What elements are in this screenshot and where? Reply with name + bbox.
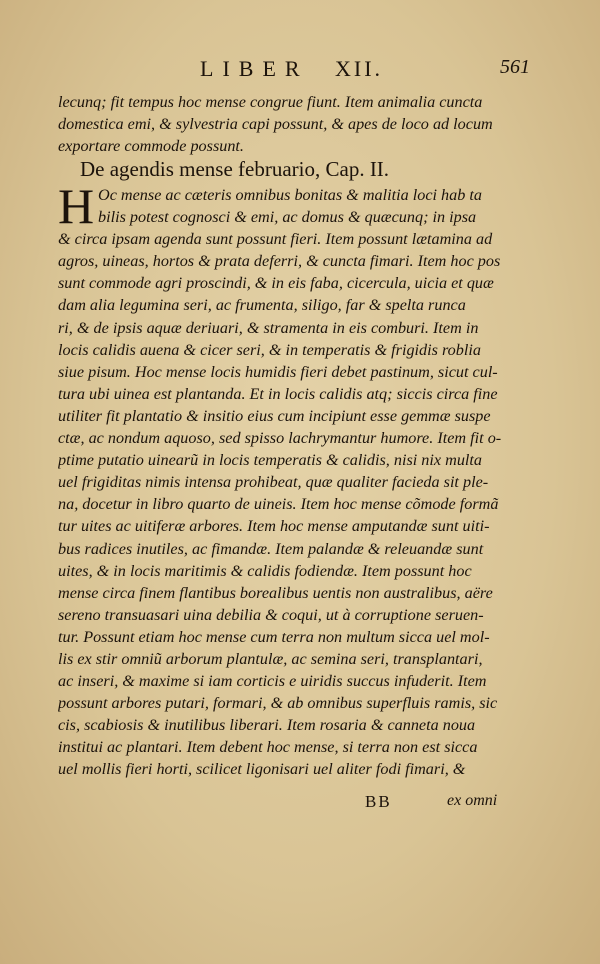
text-line: domestica emi, & sylvestria capi possunt, & apes de loco ad locum xyxy=(58,115,493,134)
text-line: cis, scabiosis & inutilibus liberari. Item rosaria & canneta noua xyxy=(58,716,476,735)
text-line: ctæ, ac nondum aquoso, sed spisso lachrymantur humore. Item fit o- xyxy=(58,429,502,448)
book-number: XII. xyxy=(335,56,384,81)
text-line: sereno transuasari uina debilia & coqui, ut à corruptione seruen- xyxy=(58,605,484,624)
chapter-heading: De agendis mense februario, Cap. II. xyxy=(80,157,390,181)
text-line: sunt commode agri proscindi, & in eis faba, cicercula, uicia et quæ xyxy=(58,274,494,293)
text-line: tur uites ac uitiferæ arbores. Item hoc mense amputandæ sunt uiti- xyxy=(58,517,490,536)
text-line: na, docetur in libro quarto de uineis. Item hoc mense cõmode formã xyxy=(58,495,499,514)
text-line: ac inseri, & maxime si iam corticis e uiridis succus infuderit. Item xyxy=(58,672,487,691)
text-line: utiliter fit plantatio & insitio eius cum incipiunt esse gemmæ suspe xyxy=(58,406,491,425)
running-header xyxy=(0,56,600,84)
text-line: possunt arbores putari, formari, & ab omnibus superfluis ramis, sic xyxy=(58,694,498,713)
text-line: bus radices inutiles, ac fimandæ. Item palandæ & releuandæ sunt xyxy=(58,539,484,558)
text-line: bilis potest cognosci & emi, ac domus & quæcunq; in ipsa xyxy=(98,208,477,227)
running-title: LIBER xyxy=(200,56,309,81)
text-line: lecunq; fit tempus hoc mense congrue fiunt. Item animalia cuncta xyxy=(58,93,483,111)
text-line: siue pisum. Hoc mense locis humidis fieri debet pastinum, sicut cul- xyxy=(58,362,498,381)
signature-mark: BB xyxy=(365,792,392,811)
page-footer xyxy=(0,792,600,818)
text-line: tura ubi uinea est plantanda. Et in locis calidis atq; siccis circa fine xyxy=(58,384,498,403)
catchword: ex omni xyxy=(447,792,498,809)
text-line: uel mollis fieri horti, scilicet ligonisari uel aliter fodi fimari, & xyxy=(58,760,466,779)
text-line: agros, uineas, hortos & prata deferri, & cuncta fimari. Item hoc pos xyxy=(58,252,501,271)
text-line: uel frigiditas nimis intensa prohibeat, quæ qualiter facieda sit ple- xyxy=(58,473,489,492)
text-line: ri, & de ipsis aquæ deriuari, & stramenta in eis comburi. Item in xyxy=(58,318,479,337)
text-line: locis calidis auena & cicer seri, & in temperatis & frigidis roblia xyxy=(58,340,481,359)
text-line: lis ex stir omniũ arborum plantulæ, ac semina seri, transplantari, xyxy=(58,649,483,668)
text-line: mense circa finem flantibus borealibus uentis non australibus, aëre xyxy=(58,583,493,602)
text-line: uites, & in locis maritimis & calidis fodiendæ. Item possunt hoc xyxy=(58,561,472,580)
intro-paragraph xyxy=(58,91,510,157)
drop-cap: H xyxy=(58,178,95,234)
folio-number: 561 xyxy=(500,56,530,78)
text-line: institui ac plantari. Item debent hoc mense, si terra non est sicca xyxy=(58,738,478,757)
text-line: ptime putatio uinearũ in locis temperatis & calidis, nisi nix multa xyxy=(58,451,482,470)
text-line: & circa ipsam agenda sunt possunt fieri. Item possunt lætamina ad xyxy=(58,230,493,249)
text-line: tur. Possunt etiam hoc mense cum terra non multum sicca uel mol- xyxy=(58,627,490,646)
text-line: dam alia legumina seri, ac frumenta, siligo, far & spelta runca xyxy=(58,296,466,315)
chapter-body xyxy=(58,178,516,781)
text-line: Oc mense ac cæteris omnibus bonitas & malitia loci hab ta xyxy=(98,186,482,204)
text-line: exportare commode possunt. xyxy=(58,137,244,156)
